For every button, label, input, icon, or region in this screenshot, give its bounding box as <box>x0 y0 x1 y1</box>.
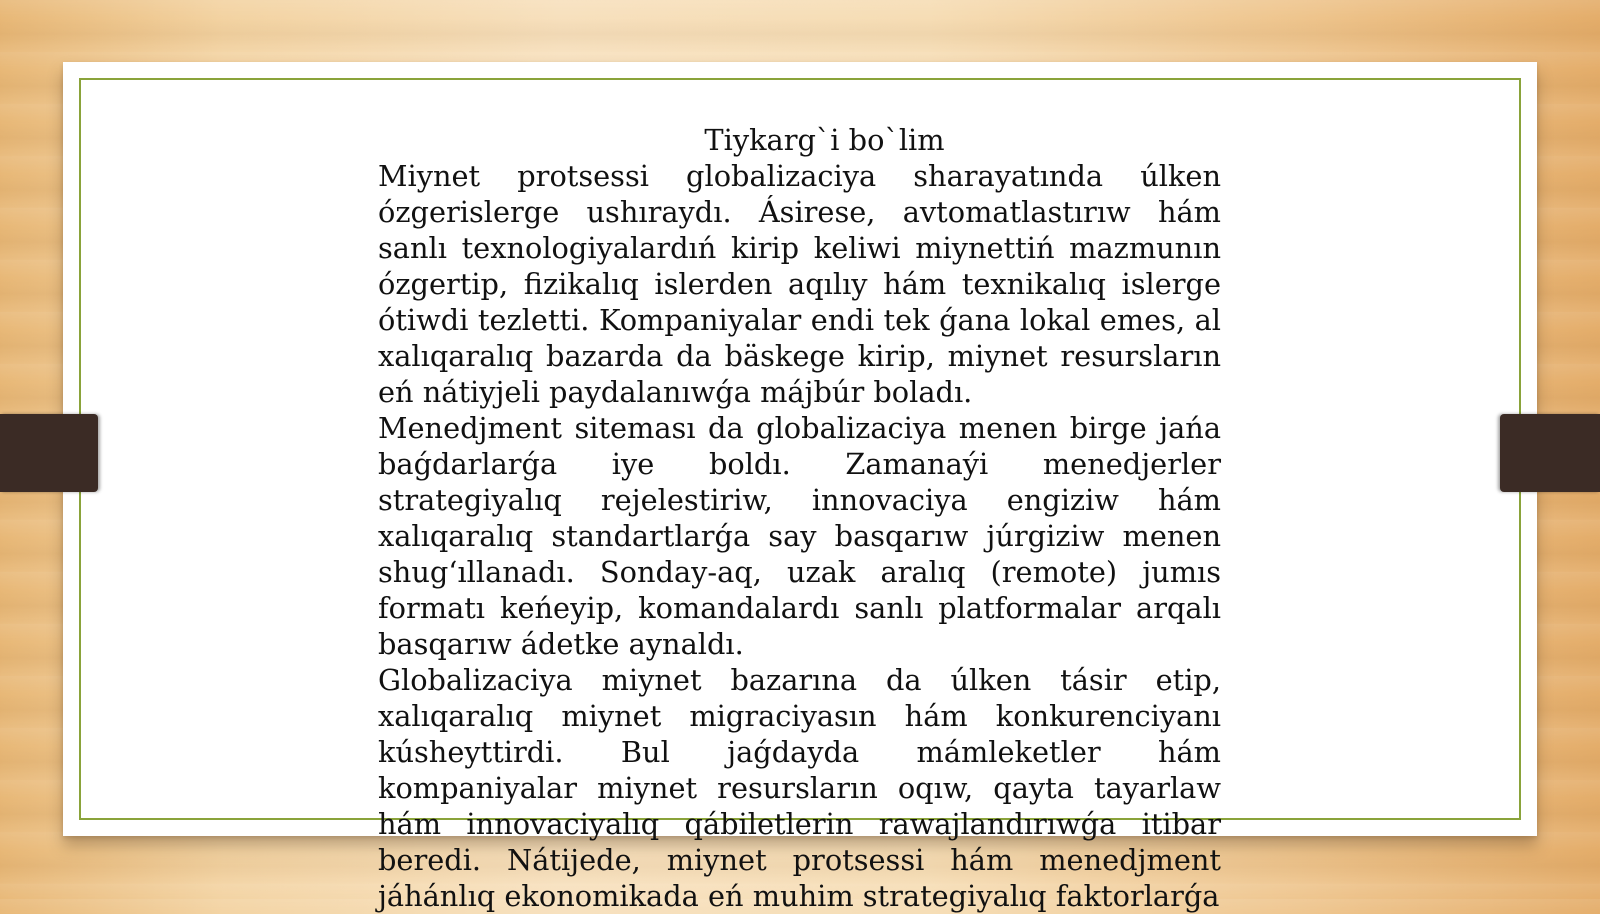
paragraph-1: Miynet protsessi globalizaciya sharayatında úlken ózgerislerge ushıraydı. Ásirese, avtomatlastırıw hám sanlı texnologiyalardıń kirip keliwi miynettiń mazmunın ózgertip, fizikalıq islerden aqılıy hám texnikalıq islerge ótiwdi tezletti. Kompaniyalar endi tek ǵana lokal emes, al xalıqaralıq bazarda da bäskege kirip, miynet resursların eń nátiyjeli paydalanıwǵa májbúr boladı. <box>378 159 1221 409</box>
slide-title: Tiykarg`i bo`lim <box>704 123 945 157</box>
left-side-tab <box>0 414 98 492</box>
paragraph-3: Globalizaciya miynet bazarına da úlken tásir etip, xalıqaralıq miynet migraciyasın hám konkurenciyanı kúsheyttirdi. Bul jaǵdayda mámleketler hám kompaniyalar miynet resursların oqıw, qayta tayarlaw hám innovaciyalıq qábiletlerin rawajlandırıwǵa itibar beredi. Nátijede, miynet protsessi hám menedjment jáhánlıq ekonomikada eń muhim strategiyalıq faktorlarǵa <box>378 663 1221 913</box>
paragraph-2: Menedjment siteması da globalizaciya menen birge jańa baǵdarlarǵa iye boldı. Zamanaýi menedjerler strategiyalıq rejelestiriw, innovaciya engiziw hám xalıqaralıq standartlarǵa say basqarıw júrgiziw menen shugʻıllanadı. Sonday-aq, uzak aralıq (remote) jumıs formatı keńeyip, komandalardı sanlı platformalar arqalı basqarıw ádetke aynaldı. <box>378 411 1221 661</box>
slide-text <box>378 122 1221 914</box>
right-side-tab <box>1500 414 1600 492</box>
